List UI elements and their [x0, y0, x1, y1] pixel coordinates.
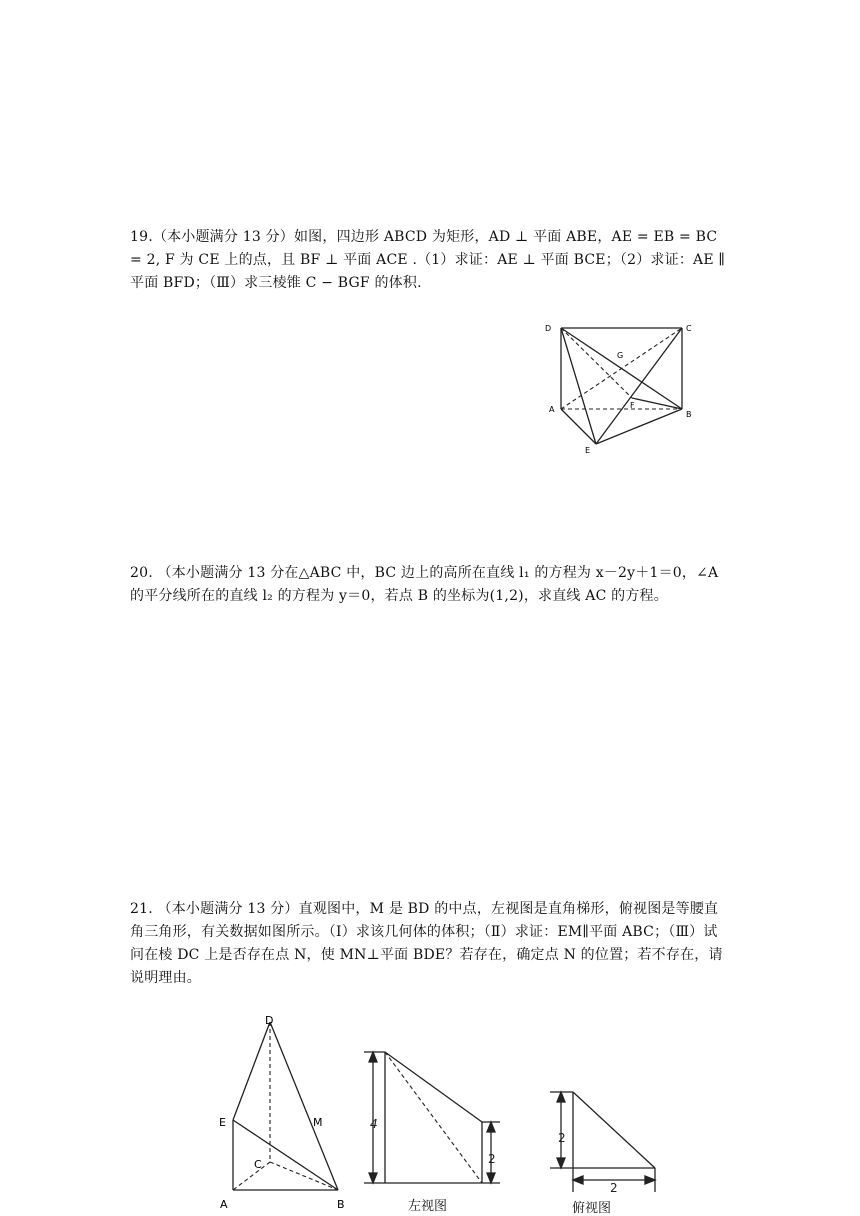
figure-21-left-view — [355, 1040, 515, 1216]
label-C: C — [686, 324, 692, 333]
dim-horiz-label: 2 — [610, 1181, 618, 1195]
top-view-caption: 俯视图 — [572, 1201, 612, 1216]
label-M: M — [313, 1116, 323, 1129]
figure-21-top-view — [540, 1082, 670, 1216]
label-G: G — [617, 351, 624, 360]
dim-vert-label: 2 — [558, 1131, 566, 1145]
label-C: C — [254, 1158, 262, 1171]
label-E: E — [585, 446, 591, 455]
label-B: B — [337, 1198, 345, 1211]
figure-21-solid — [210, 1008, 360, 1216]
left-view-caption: 左视图 — [408, 1199, 448, 1214]
label-D: D — [265, 1014, 274, 1027]
dim-tall-label: 4 — [370, 1117, 378, 1131]
problem-21-text: 21. （本小题满分 13 分）直观图中，M 是 BD 的中点，左视图是直角梯形，俯视图是等腰直角三角形，有关数据如图所示。（Ⅰ）求该几何体的体积；（Ⅱ）求证：EM∥平面 ABC；（Ⅲ）试问在棱 DC 上是否存在点 N，使 MN⊥平面 BDE？若存在，确定点 N 的位置；若不存在，请说明理由。 — [130, 901, 723, 986]
label-E: E — [219, 1116, 226, 1129]
dim-short-label: 2 — [488, 1152, 496, 1166]
label-A: A — [549, 405, 555, 414]
problem-20-text: 20. （本小题满分 13 分在△ABC 中，BC 边上的高所在直线 l₁ 的方程为 x－2y＋1＝0，∠A 的平分线所在的直线 l₂ 的方程为 y＝0，若点 B 的坐标为(1,2)，求直线 AC 的方程。 — [130, 565, 719, 604]
label-A: A — [220, 1198, 228, 1211]
label-B: B — [686, 410, 692, 419]
problem-20 — [130, 562, 730, 608]
label-D: D — [545, 324, 552, 333]
problem-19-text: 19.（本小题满分 13 分）如图，四边形 ABCD 为矩形，AD ⊥ 平面 ABE，AE = EB = BC = 2, F 为 CE 上的点，且 BF ⊥ 平面 ACE .（1）求证：AE ⊥ 平面 BCE；（2）求证：AE ∥ 平面 BFD；（Ⅲ）求三棱锥 C − BGF 的体积. — [130, 229, 726, 291]
figure-19 — [540, 318, 700, 458]
label-F: F — [630, 401, 635, 410]
problem-21 — [130, 898, 730, 990]
problem-19 — [130, 226, 730, 295]
